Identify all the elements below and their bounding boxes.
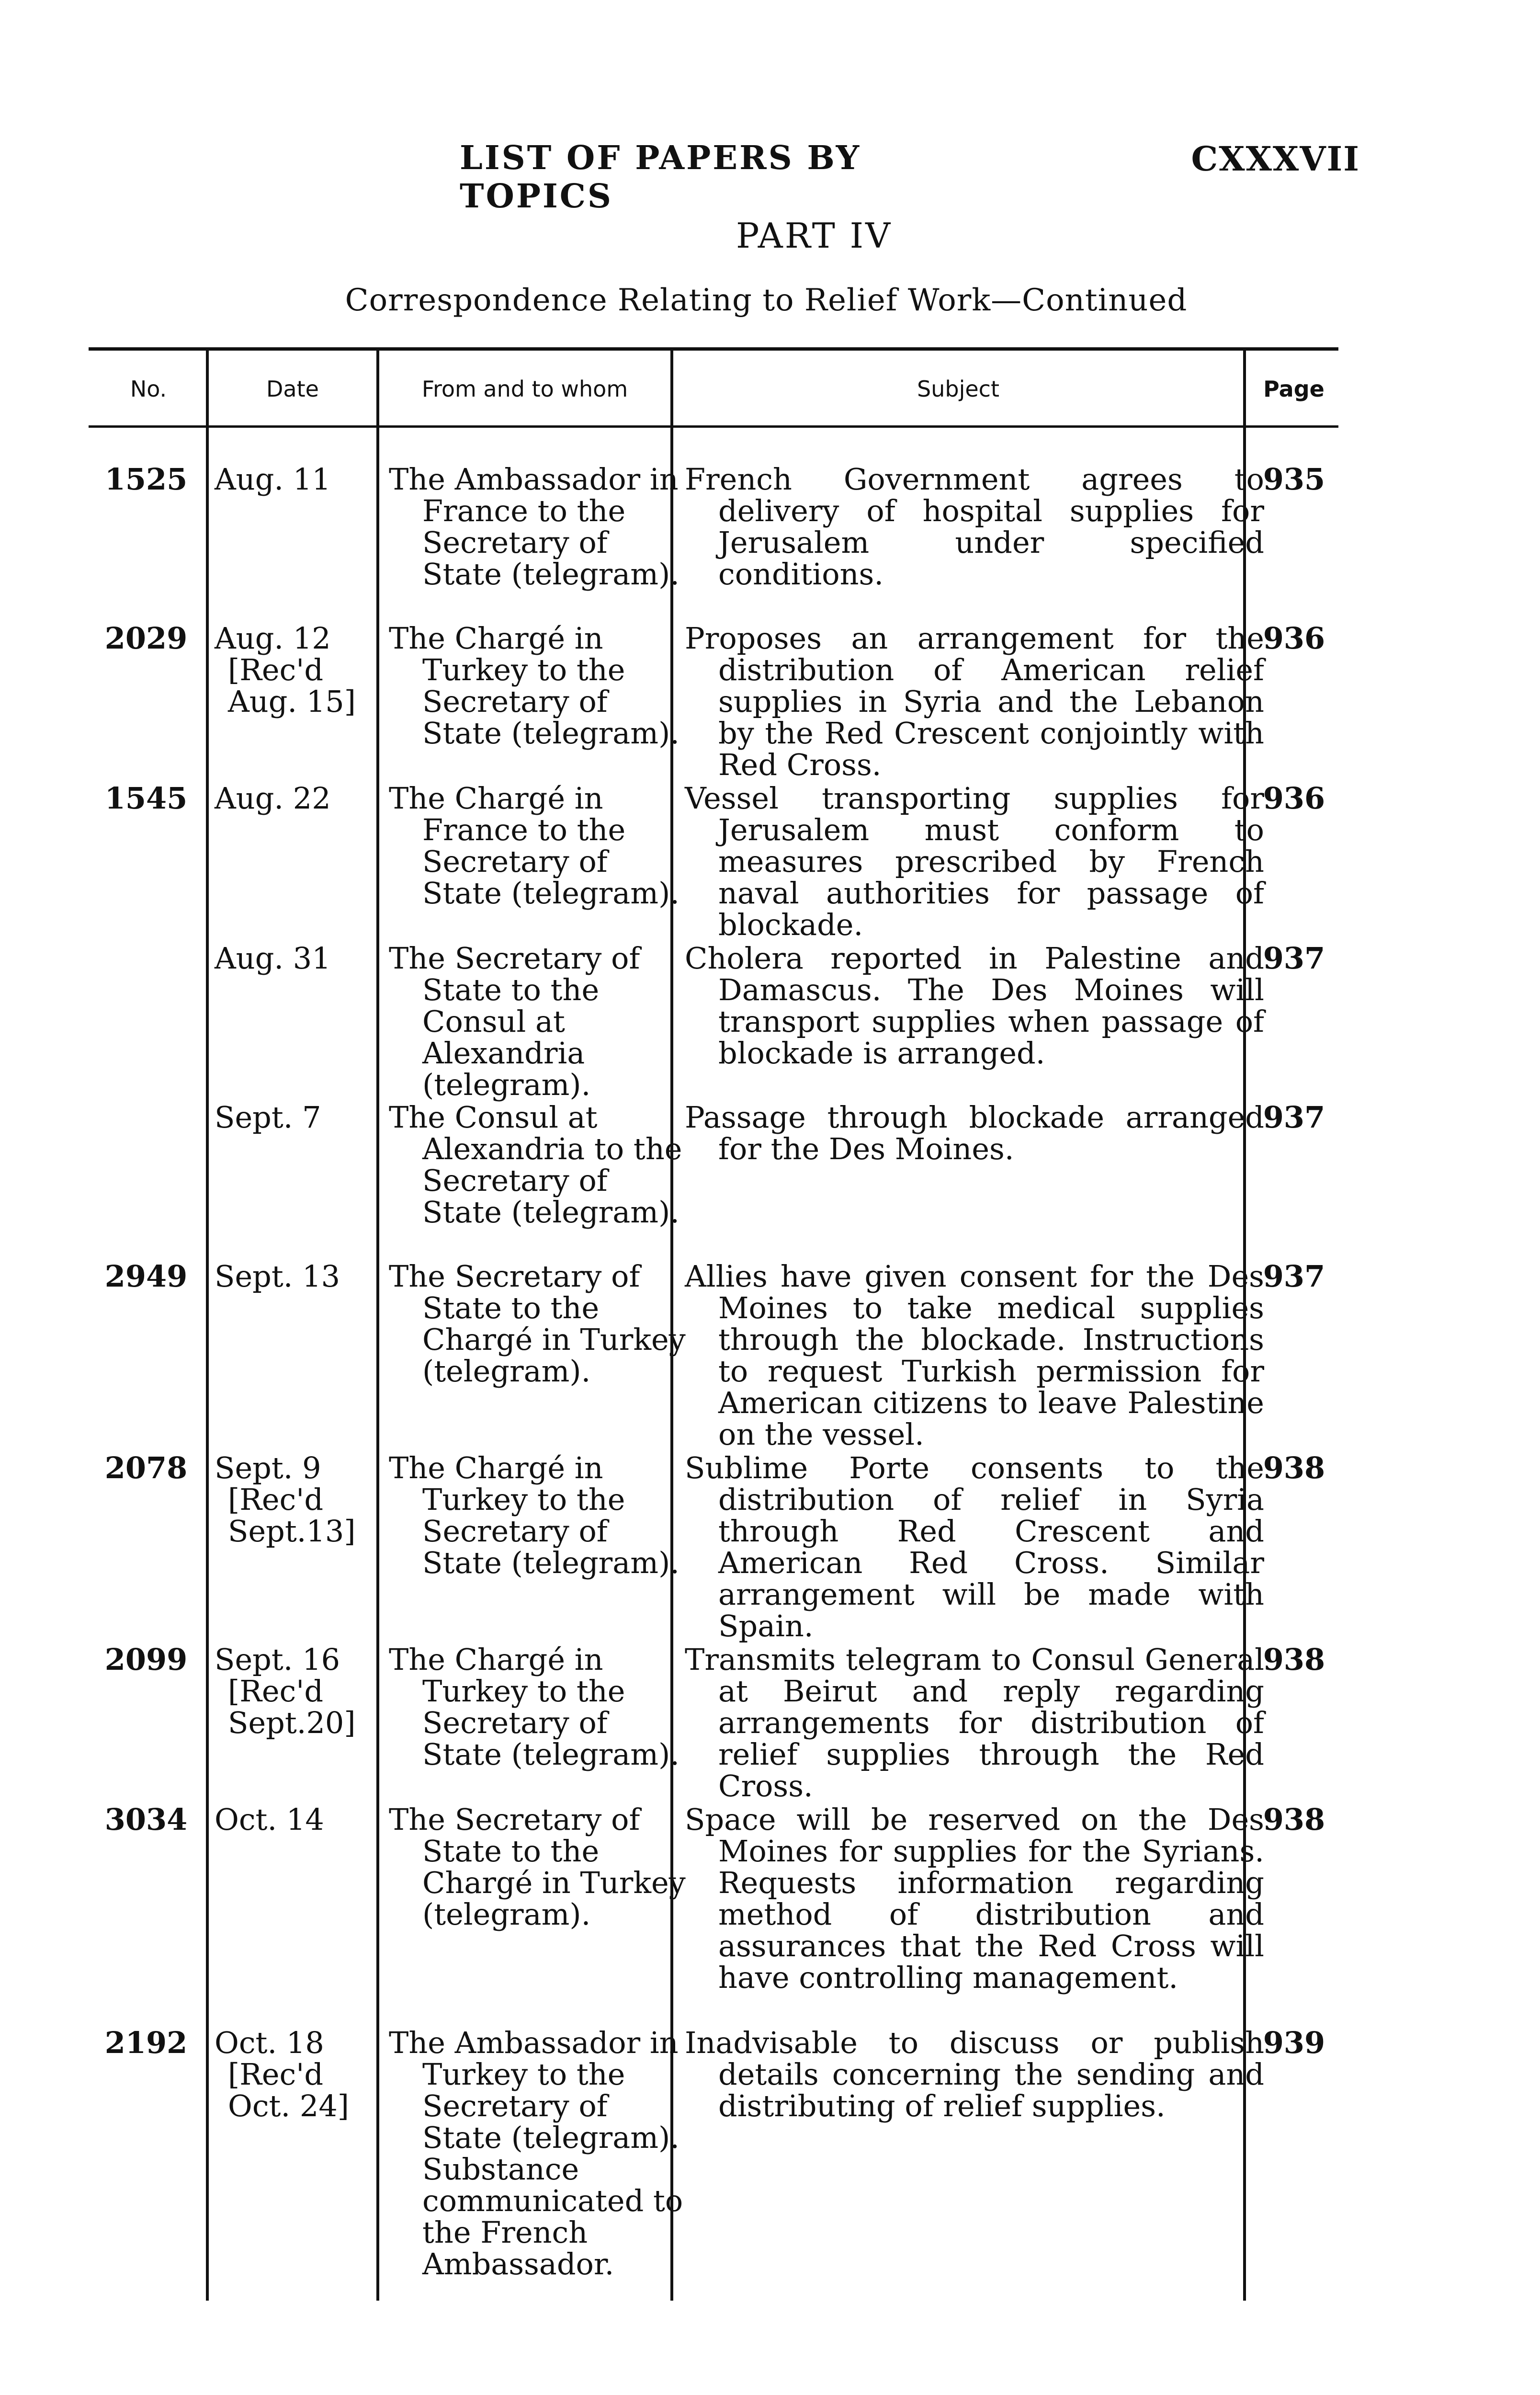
- row-date-line: [Rec'd: [228, 652, 324, 687]
- row-date-line: Aug. 11: [215, 462, 331, 497]
- row-page: 938: [1263, 1642, 1325, 1677]
- row-from-to: The Chargé in Turkey to the Secretary of State (telegram).: [389, 1450, 679, 1580]
- row-date: [215, 783, 370, 814]
- row-number: 1525: [104, 462, 188, 497]
- row-date-line: Sept. 16: [215, 1642, 340, 1677]
- row-page: 937: [1263, 1100, 1325, 1135]
- row-number: 2949: [104, 1259, 188, 1294]
- row-subject: Proposes an arrangement for the distribution of American relief supplies in Syria and the Lebanon by the Red Crescent conjointly with Red Cross.: [685, 621, 1264, 782]
- row-from-to: The Chargé in France to the Secretary of State (telegram).: [389, 781, 679, 911]
- section-title: Correspondence Relating to Relief Work—Continued: [345, 283, 1188, 318]
- column-header-subject: Subject: [917, 376, 999, 402]
- row-subject: Vessel transporting supplies for Jerusalem must conform to measures prescribed by French naval authorities for passage of blockade.: [685, 781, 1264, 942]
- column-divider: [376, 349, 379, 2301]
- row-date-line: Sept. 9: [215, 1450, 321, 1485]
- row-from-to: The Ambassador in Turkey to the Secretary of State (telegram). Substance communicated to the French Ambassador.: [389, 2025, 683, 2281]
- row-from-to: The Chargé in Turkey to the Secretary of State (telegram).: [389, 1642, 679, 1772]
- row-subject: Sublime Porte consents to the distribution of relief in Syria through Red Crescent and American Red Cross. Similar arrangement will be made with Spain.: [685, 1450, 1264, 1643]
- row-from-to: The Ambassador in France to the Secretary of State (telegram).: [389, 462, 679, 592]
- row-date-line: [Rec'd: [228, 1482, 324, 1517]
- row-number: 2029: [104, 621, 188, 656]
- row-date: [215, 623, 370, 718]
- row-number: 1545: [104, 781, 188, 816]
- column-header-from: From and to whom: [421, 376, 628, 402]
- row-date-line: Sept.20]: [228, 1705, 356, 1740]
- row-page: 936: [1263, 781, 1325, 816]
- table-header-rule: [89, 425, 1338, 428]
- row-date-line: Aug. 22: [215, 781, 331, 816]
- row-subject: Passage through blockade arranged for the Des Moines.: [685, 1100, 1264, 1166]
- row-number: 2078: [104, 1450, 188, 1485]
- row-date-line: Aug. 12: [215, 621, 331, 656]
- row-date: [215, 1644, 370, 1739]
- row-date-line: Oct. 14: [215, 1802, 324, 1837]
- row-page: 937: [1263, 1259, 1325, 1294]
- row-date-line: Aug. 31: [215, 941, 331, 976]
- row-date-line: Sept. 7: [215, 1100, 321, 1135]
- row-page: 939: [1263, 2025, 1325, 2060]
- row-subject: Inadvisable to discuss or publish details concerning the sending and distributing of relief supplies.: [685, 2025, 1264, 2123]
- row-from-to: The Secretary of State to the Consul at Alexandria (telegram).: [389, 941, 640, 1102]
- row-date: [215, 1261, 370, 1292]
- row-subject: Allies have given consent for the Des Moines to take medical supplies through the blockade. Instructions to request Turkish permission for American citizens to leave Palestine on the vessel.: [685, 1259, 1264, 1452]
- row-number: 2099: [104, 1642, 188, 1677]
- row-date-line: [Rec'd: [228, 2057, 324, 2092]
- row-page: 938: [1263, 1450, 1325, 1485]
- row-from-to: The Secretary of State to the Chargé in Turkey (telegram).: [389, 1259, 686, 1389]
- row-subject: Space will be reserved on the Des Moines for supplies for the Syrians. Requests information regarding method of distribution and assurances that the Red Cross will have controlling management.: [685, 1802, 1264, 1995]
- column-divider: [206, 349, 209, 2301]
- row-date: [215, 464, 370, 495]
- running-title: LIST OF PAPERS BY TOPICS: [460, 139, 861, 216]
- row-date: [215, 943, 370, 974]
- row-from-to: The Consul at Alexandria to the Secretary of State (telegram).: [389, 1100, 682, 1230]
- row-subject: French Government agrees to delivery of hospital supplies for Jerusalem under specified conditions.: [685, 462, 1264, 592]
- page-number: CXXXVII: [1191, 139, 1360, 179]
- row-from-to: The Chargé in Turkey to the Secretary of State (telegram).: [389, 621, 679, 751]
- row-number: 3034: [104, 1802, 188, 1837]
- column-header-no: No.: [130, 376, 167, 402]
- row-subject: Transmits telegram to Consul General at Beirut and reply regarding arrangements for distribution of relief supplies through the Red Cross.: [685, 1642, 1264, 1803]
- row-date-line: Aug. 15]: [228, 684, 356, 719]
- row-date-line: Oct. 18: [215, 2025, 324, 2060]
- row-date-line: Oct. 24]: [228, 2088, 349, 2123]
- row-page: 937: [1263, 941, 1325, 976]
- row-number: 2192: [104, 2025, 188, 2060]
- row-date: [215, 1452, 370, 1547]
- column-header-page: Page: [1263, 376, 1325, 402]
- row-date-line: Sept. 13: [215, 1259, 340, 1294]
- row-page: 935: [1263, 462, 1325, 497]
- part-title: PART IV: [736, 216, 893, 256]
- row-date-line: Sept.13]: [228, 1514, 356, 1549]
- row-date: [215, 2027, 370, 2122]
- row-page: 938: [1263, 1802, 1325, 1837]
- row-page: 936: [1263, 621, 1325, 656]
- row-date-line: [Rec'd: [228, 1674, 324, 1709]
- row-date: [215, 1804, 370, 1836]
- row-from-to: The Secretary of State to the Chargé in Turkey (telegram).: [389, 1802, 686, 1932]
- column-header-date: Date: [266, 376, 319, 402]
- row-date: [215, 1102, 370, 1133]
- row-subject: Cholera reported in Palestine and Damascus. The Des Moines will transport supplies when passage of blockade is arranged.: [685, 941, 1264, 1071]
- table-top-rule: [89, 347, 1338, 351]
